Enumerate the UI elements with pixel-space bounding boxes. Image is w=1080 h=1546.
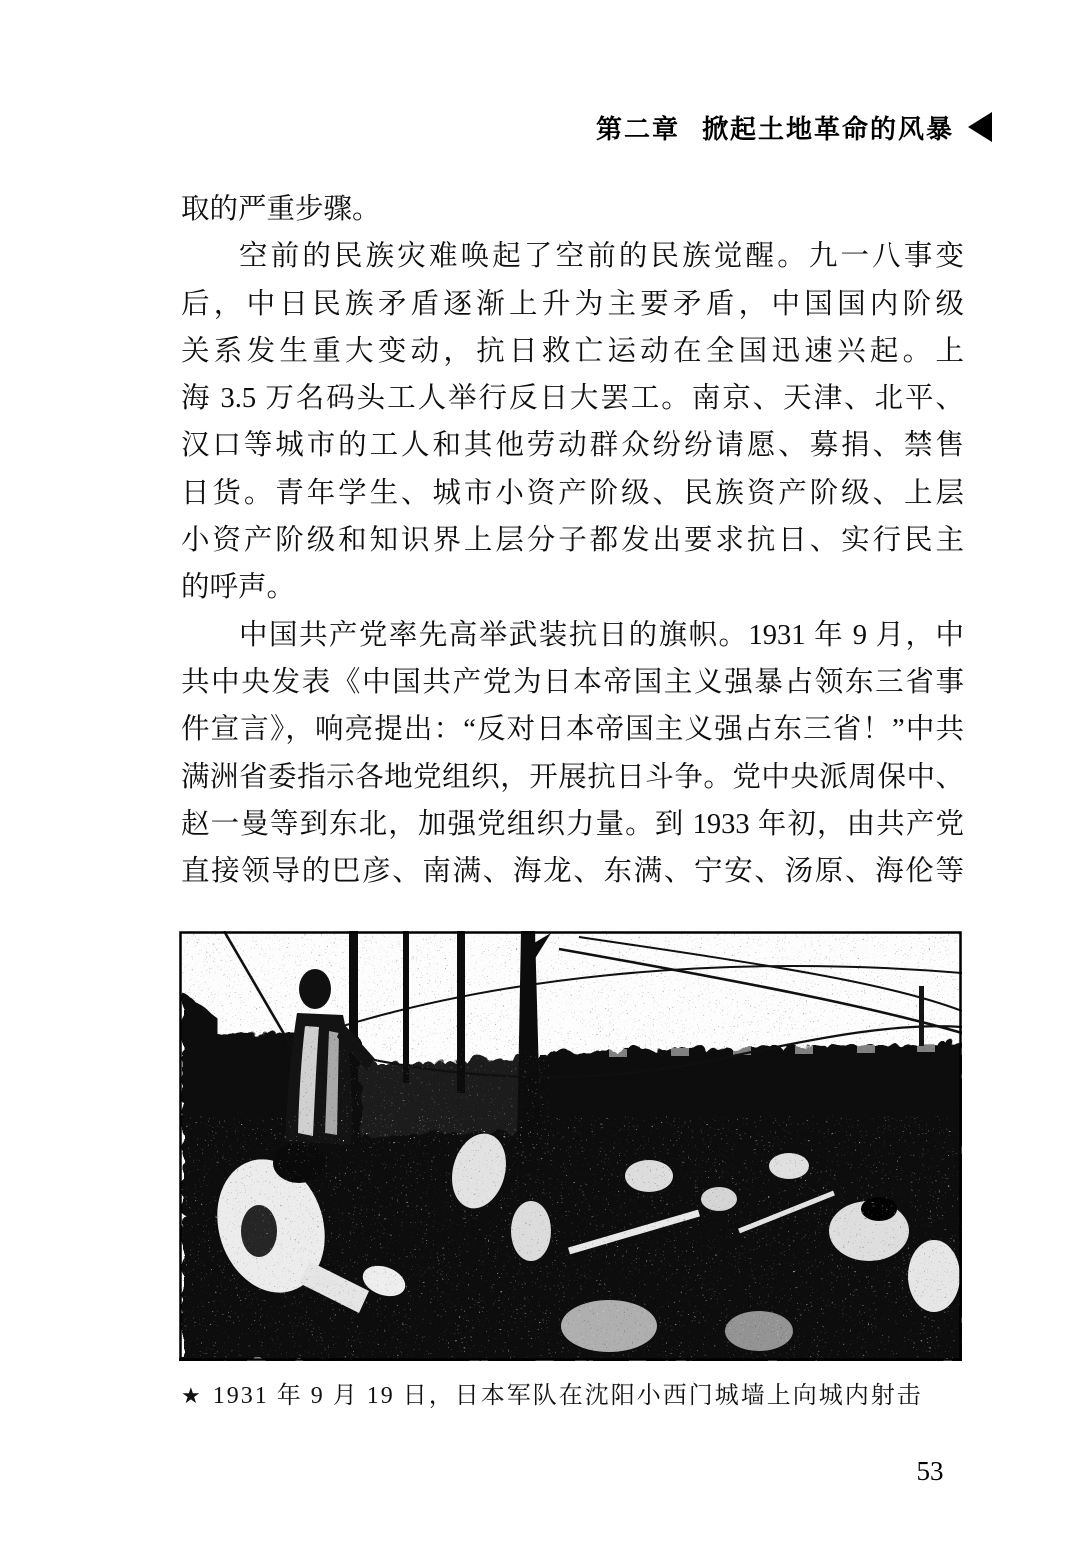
photo-caption bbox=[181, 1378, 964, 1414]
photo-image bbox=[179, 931, 962, 1361]
left-triangle-icon bbox=[968, 112, 992, 142]
text-line: 中国共产党率先高举武装抗日的旗帜。1931 年 9 月，中 bbox=[239, 619, 964, 651]
text-line: 赵一曼等到东北，加强党组织力量。到 1933 年初，由共产党 bbox=[181, 808, 964, 840]
text-line: 件宣言》，响亮提出：“反对日本帝国主义强占东三省！”中共 bbox=[181, 714, 964, 746]
text-line: 小资产阶级和知识界上层分子都发出要求抗日、实行民主 bbox=[181, 525, 964, 557]
text-line: 直接领导的巴彦、南满、海龙、东满、宁安、汤原、海伦等 bbox=[181, 856, 964, 888]
caption-text: 1931 年 9 月 19 日，日本军队在沈阳小西门城墙上向城内射击 bbox=[212, 1383, 923, 1409]
text-line: 汉口等城市的工人和其他劳动群众纷纷请愿、募捐、禁售 bbox=[181, 430, 964, 462]
body-text bbox=[181, 186, 964, 895]
chapter-title: 掀起土地革命的风暴 bbox=[701, 113, 954, 144]
text-line: 空前的民族灾难唤起了空前的民族觉醒。九一八事变 bbox=[239, 241, 964, 273]
photo bbox=[179, 931, 962, 1361]
text-line: 关系发生重大变动，抗日救亡运动在全国迅速兴起。上 bbox=[181, 335, 964, 367]
text-line: 海 3.5 万名码头工人举行反日大罢工。南京、天津、北平、 bbox=[181, 383, 964, 415]
text-line: 日货。青年学生、城市小资产阶级、民族资产阶级、上层 bbox=[181, 477, 964, 509]
photo-grain-black bbox=[179, 931, 962, 1361]
star-icon: ★ bbox=[181, 1383, 201, 1408]
text-line: 后，中日民族矛盾逐渐上升为主要矛盾，中国国内阶级 bbox=[181, 288, 964, 320]
text-line: 共中央发表《中国共产党为日本帝国主义强暴占领东三省事 bbox=[181, 666, 964, 698]
text-line: 的呼声。 bbox=[181, 572, 296, 604]
chapter-header bbox=[596, 110, 992, 144]
text-line: 满洲省委指示各地党组织，开展抗日斗争。党中央派周保中、 bbox=[181, 761, 964, 793]
chapter-number: 第二章 bbox=[595, 113, 680, 144]
text-line: 取的严重步骤。 bbox=[181, 194, 381, 225]
page-number: 53 bbox=[916, 1456, 944, 1486]
